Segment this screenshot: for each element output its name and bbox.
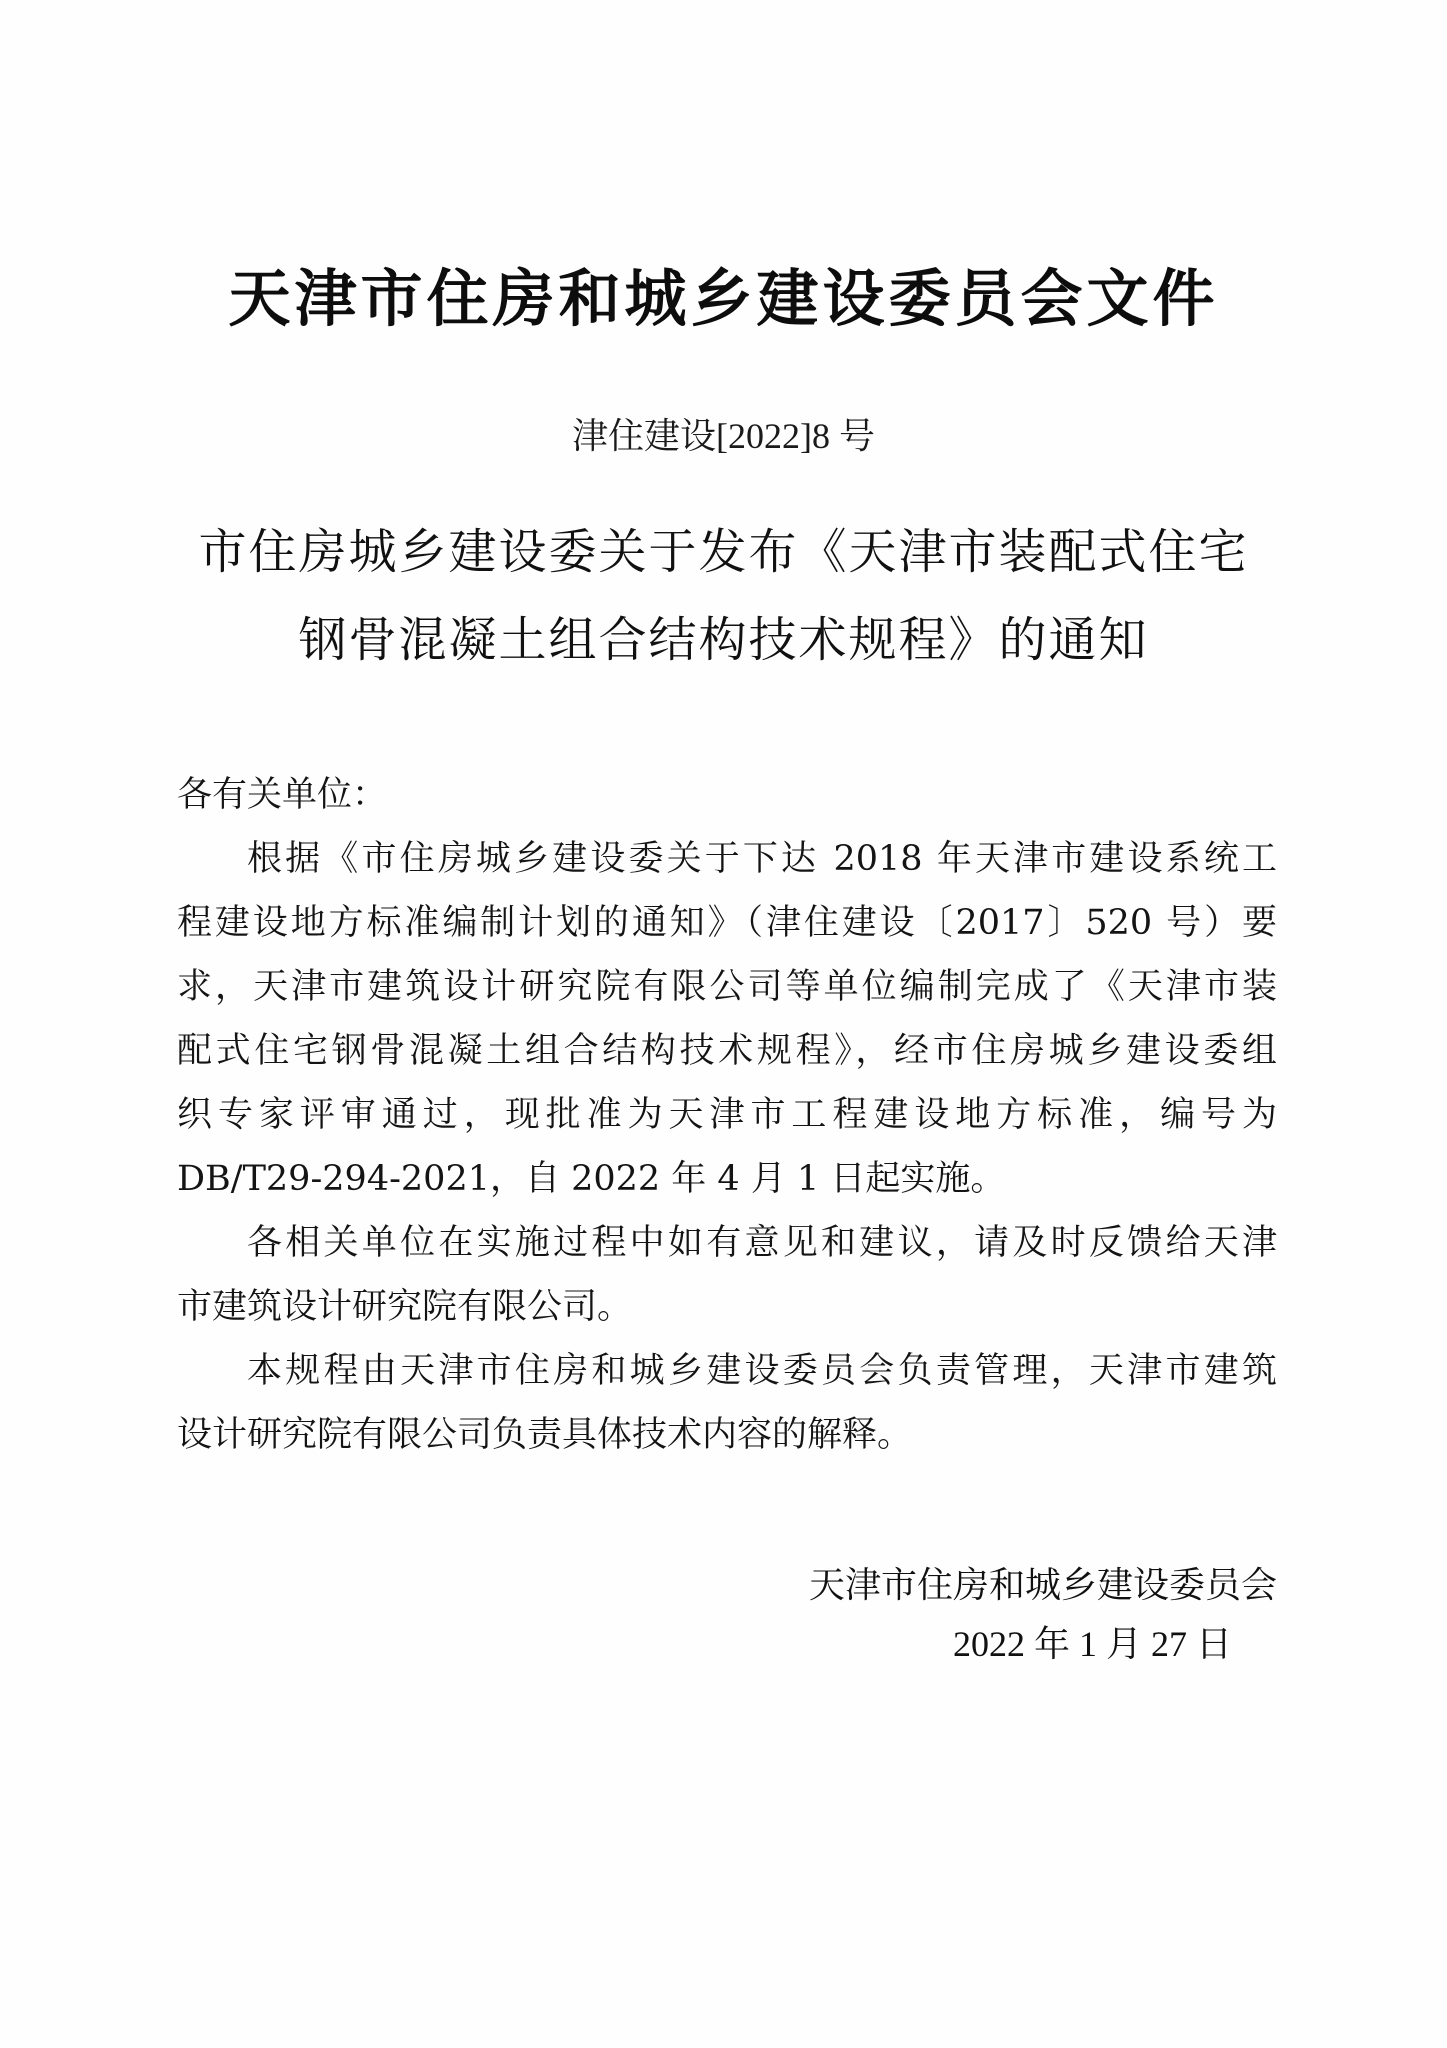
body-line: 织专家评审通过，现批准为天津市工程建设地方标准，编号为: [177, 1095, 1277, 1135]
body-line: 设计研究院有限公司负责具体技术内容的解释。: [177, 1415, 913, 1455]
body-line: DB/T29-294-2021，自 2022 年 4 月 1 日起实施。: [177, 1159, 1006, 1199]
body-line: 根据《市住房城乡建设委关于下达 2018 年天津市建设系统工: [247, 839, 1277, 879]
body-line: 程建设地方标准编制计划的通知》（津住建设〔2017〕520 号）要: [177, 903, 1277, 943]
salutation: 各有关单位：: [177, 775, 388, 815]
body-line: 配式住宅钢骨混凝土组合结构技术规程》，经市住房城乡建设委组: [177, 1031, 1277, 1071]
body-line: 各相关单位在实施过程中如有意见和建议，请及时反馈给天津: [247, 1223, 1277, 1263]
body-line: 本规程由天津市住房和城乡建设委员会负责管理，天津市建筑: [247, 1351, 1277, 1391]
notice-title-line-1: 市住房城乡建设委关于发布《天津市装配式住宅: [198, 524, 1249, 580]
document-number: 津住建设[2022]8 号: [572, 416, 875, 456]
body-line: 市建筑设计研究院有限公司。: [177, 1287, 633, 1327]
signature-date: 2022 年 1 月 27 日: [952, 1624, 1232, 1664]
notice-title-line-2: 钢骨混凝土组合结构技术规程》的通知: [298, 612, 1149, 668]
body-line: 求，天津市建筑设计研究院有限公司等单位编制完成了《天津市装: [177, 967, 1277, 1007]
signature-organization: 天津市住房和城乡建设委员会: [808, 1565, 1277, 1606]
issuer-header: 天津市住房和城乡建设委员会文件: [228, 262, 1219, 335]
document-body: [177, 0, 1277, 2048]
